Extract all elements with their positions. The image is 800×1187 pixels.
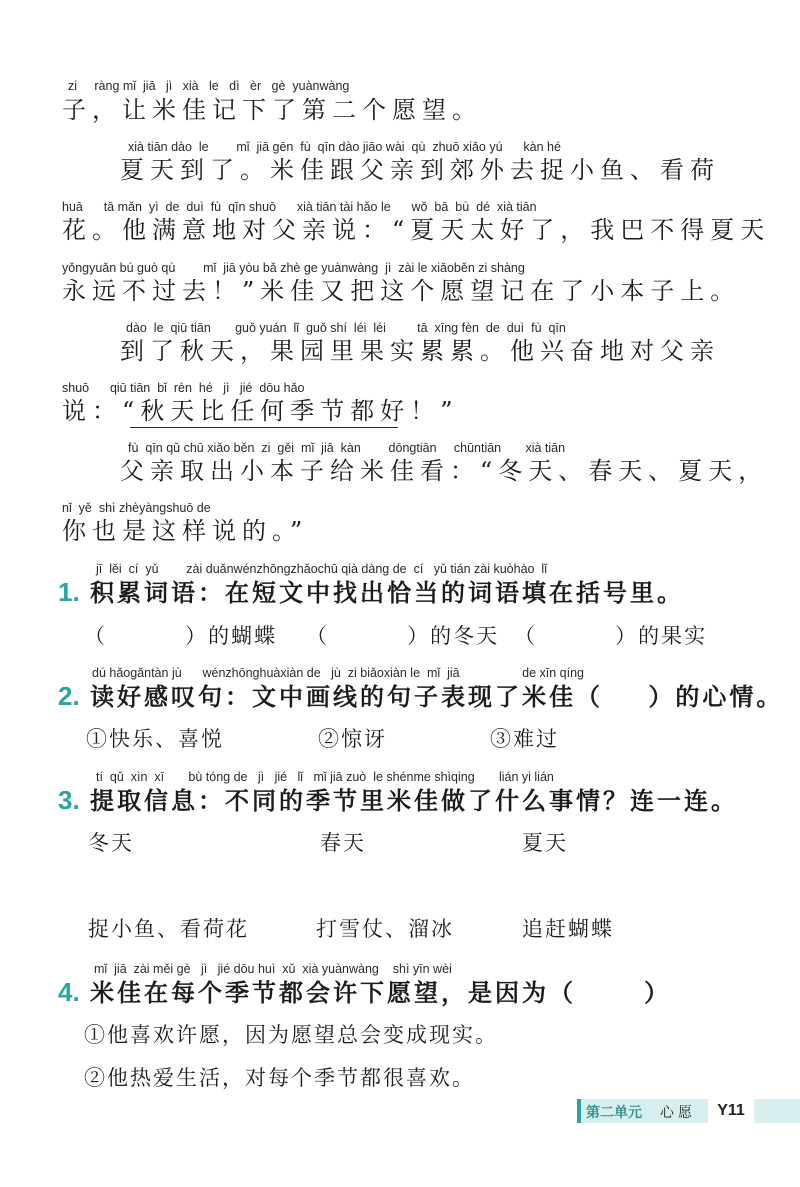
passage-line-6: 说：“秋天比任何季节都好！”	[62, 397, 459, 425]
q1-blank-fruit[interactable]: （ ）的果实	[514, 624, 708, 648]
q1-number: 1.	[58, 577, 80, 607]
passage-pinyin-6: shuō qiū tiān bǐ rèn hé jì jié dōu hǎo	[62, 381, 305, 395]
passage-pinyin-7: fù qīn qǔ chū xiǎo běn zi gěi mǐ jiā kàn dōngtiān chūntiān xià tiān	[128, 441, 566, 455]
highlighted-sentence-underline	[130, 427, 398, 428]
q2-option-1[interactable]: ①快乐、喜悦	[86, 727, 224, 751]
passage-pinyin-2: xià tiān dào le mǐ jiā gēn fù qīn dào jiāo wài qù zhuō xiǎo yú kàn hé	[128, 140, 561, 154]
passage-line-1: 子，让米佳记下了第二个愿望。	[62, 96, 482, 124]
passage-line-7: 父亲取出小本子给米佳看：“冬天、春天、夏天，	[120, 457, 769, 485]
q1-blank-butterfly[interactable]: （ ）的蝴蝶	[84, 624, 278, 648]
q2-text: 读好感叹句：文中画线的句子表现了米佳（ ）的心情。	[90, 682, 784, 711]
q3-number: 3.	[58, 785, 80, 815]
footer-unit: 第二单元	[586, 1104, 642, 1120]
q3-season-winter[interactable]: 冬天	[88, 831, 134, 855]
footer-topic: 心愿	[660, 1104, 696, 1120]
q3-activity-snow[interactable]: 打雪仗、溜冰	[316, 917, 454, 941]
passage-pinyin-8: nǐ yě shì zhèyàngshuō de	[62, 501, 211, 515]
q3-text: 提取信息：不同的季节里米佳做了什么事情？连一连。	[90, 786, 738, 815]
passage-line-8: 你也是这样说的。”	[62, 517, 309, 545]
q3-activity-fish[interactable]: 捉小鱼、看荷花	[88, 917, 249, 941]
q4-option-1[interactable]: ①他喜欢许愿，因为愿望总会变成现实。	[84, 1023, 498, 1047]
passage-pinyin-4: yǒngyuǎn bú guò qù mǐ jiā yòu bǎ zhè ge yuànwàng jì zài le xiǎoběn zi shàng	[62, 261, 525, 275]
q1-text: 积累词语：在短文中找出恰当的词语填在括号里。	[90, 578, 684, 607]
passage-line-5: 到了秋天，果园里果实累累。他兴奋地对父亲	[120, 337, 720, 365]
q2-number: 2.	[58, 681, 80, 711]
q1-blank-winter[interactable]: （ ）的冬天	[306, 624, 500, 648]
q3-season-summer[interactable]: 夏天	[522, 831, 568, 855]
q1-pinyin: jī lěi cí yǔ zài duǎnwénzhōngzhǎochū qià dàng de cí yǔ tián zài kuòhào lǐ	[96, 562, 547, 576]
q3-pinyin: tí qǔ xìn xī bù tóng de jì jié lǐ mǐ jiā zuò le shénme shìqing lián yi lián	[96, 770, 554, 784]
q3-season-spring[interactable]: 春天	[320, 831, 366, 855]
passage-pinyin-1: zi ràng mǐ jiā jì xià le dì èr gè yuànwàng	[68, 79, 350, 93]
passage-pinyin-3: huā tā mǎn yì de duì fù qīn shuō xià tiān tài hǎo le wǒ bā bù dé xià tiān	[62, 200, 537, 214]
q2-pinyin: dú hǎogǎntàn jù wénzhōnghuàxiàn de jù zi biǎoxiàn le mǐ jiā de xīn qíng	[92, 666, 584, 680]
q2-option-3[interactable]: ③难过	[490, 727, 559, 751]
passage-line-3: 花。他满意地对父亲说：“夏天太好了，我巴不得夏天	[62, 216, 771, 244]
page-number: Y11	[708, 1099, 754, 1123]
q4-option-2[interactable]: ②他热爱生活，对每个季节都很喜欢。	[84, 1066, 475, 1090]
q2-option-2[interactable]: ②惊讶	[318, 727, 387, 751]
footer-accent-mark	[577, 1099, 581, 1123]
q4-number: 4.	[58, 977, 80, 1007]
q4-text: 米佳在每个季节都会许下愿望，是因为（ ）	[90, 978, 672, 1007]
q3-activity-butterfly[interactable]: 追赶蝴蝶	[522, 917, 614, 941]
passage-pinyin-5: dào le qiū tiān guǒ yuán lǐ guǒ shí léi léi tā xīng fèn de duì fù qīn	[126, 321, 566, 335]
q4-pinyin: mǐ jiā zài měi gè jì jié dōu huì xǔ xià yuànwàng shì yīn wèi	[94, 962, 452, 976]
passage-line-4: 永远不过去！”米佳又把这个愿望记在了小本子上。	[62, 277, 741, 305]
passage-line-2: 夏天到了。米佳跟父亲到郊外去捉小鱼、看荷	[120, 156, 720, 184]
